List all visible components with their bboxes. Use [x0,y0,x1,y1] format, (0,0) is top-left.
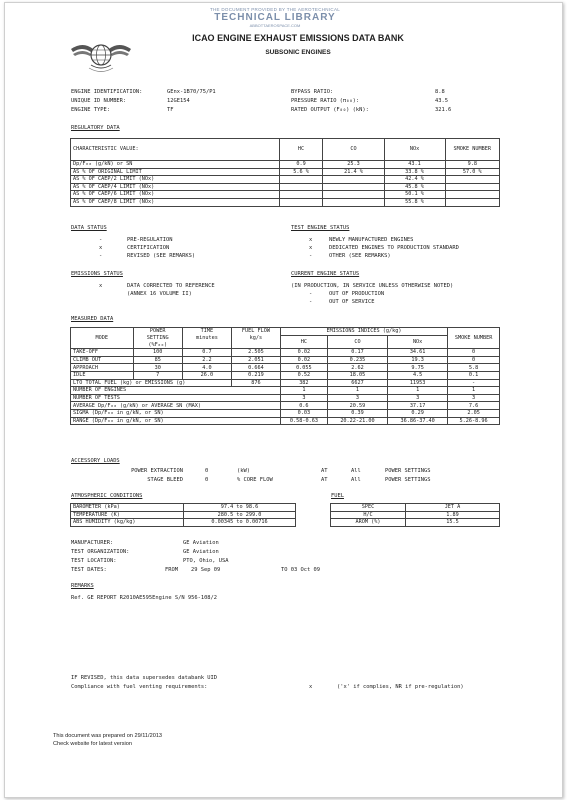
measured-data-table [70,327,500,425]
status-label: OUT OF PRODUCTION [329,291,385,297]
table-cell: 30 [133,364,182,372]
table-cell: 0.02 [280,349,327,357]
table-row [331,519,500,527]
table-cell: 3 [448,394,500,402]
table-cell: TAKE-OFF [71,349,134,357]
rated-output-label: RATED OUTPUT (F₀₀) (kN): [291,107,369,113]
table-cell: 0.055 [280,364,327,372]
table-cell: 2.2 [182,356,231,364]
table-cell: 2.05 [448,410,500,418]
table-cell: 42.4 % [384,176,445,184]
accessory-power-settings: POWER SETTINGS [385,477,431,483]
test-location-value: PTO, Ohio, USA [183,558,229,564]
table-cell: 25.3 [323,161,384,169]
table-cell: 33.8 % [384,168,445,176]
table-cell: 19.3 [388,356,448,364]
table-row [71,168,500,176]
table-cell: 876 [232,379,281,387]
table-header-cell [182,342,231,349]
table-cell: 0.52 [280,372,327,380]
table-cell [323,191,384,199]
status-label: OTHER (SEE REMARKS) [329,253,391,259]
accessory-unit: % CORE FLOW [237,477,273,483]
table-cell: 0.00345 to 0.00716 [184,519,296,527]
regulatory-data-table [70,138,500,207]
table-cell: 0.1 [448,372,500,380]
table-cell [323,198,384,206]
unique-id-label: UNIQUE ID NUMBER: [71,98,127,104]
table-header-cell: HC [279,139,323,161]
table-cell: 55.8 % [384,198,445,206]
table-cell [279,198,323,206]
table-cell: SPEC [331,504,406,512]
remarks-text: Ref. GE REPORT R2010AE595Engine S/N 956-108/2 [71,595,218,601]
table-cell: 3 [388,394,448,402]
table-row [71,183,500,191]
table-cell: 100 [133,349,182,357]
icao-emblem-icon [69,35,133,81]
fuel-venting-mark: x [309,684,313,690]
test-location-label: TEST LOCATION: [71,558,117,564]
table-cell: 5.26-8.96 [448,417,500,425]
table-header-cell: MODE [71,328,134,349]
table-header-cell: NOx [388,335,448,349]
table-cell [323,183,384,191]
status-label: OUT OF SERVICE [329,299,375,305]
table-cell: 36.86-37.40 [388,417,448,425]
table-header-row [71,328,500,336]
table-cell: TEMPERATURE (K) [71,511,184,519]
engine-identification-label: ENGINE IDENTIFICATION: [71,89,143,95]
table-row [71,372,500,380]
table-header-cell: (%F₀₀) [133,342,182,349]
table-cell: AS % OF ORIGINAL LIMIT [71,168,280,176]
accessory-label: STAGE BLEED [147,477,183,483]
table-cell: NUMBER OF ENGINES [71,387,281,395]
table-cell: 43.1 [384,161,445,169]
table-cell [445,191,499,199]
engine-type-label: ENGINE TYPE: [71,107,110,113]
table-row [71,349,500,357]
table-cell: 0.235 [327,356,387,364]
table-cell: APPROACH [71,364,134,372]
prepared-date-note: This document was prepared on 29/11/2013 [53,733,163,739]
table-header-row [71,335,500,342]
table-cell: 0.58-0.63 [280,417,327,425]
table-cell: 0.03 [280,410,327,418]
document-title: ICAO ENGINE EXHAUST EMISSIONS DATA BANK [192,33,404,43]
table-row [71,198,500,206]
table-header-cell: NOx [384,139,445,161]
manufacturer-value: GE Aviation [183,540,219,546]
table-cell [445,176,499,184]
table-row [71,410,500,418]
table-header-cell: minutes [182,335,231,342]
table-row [71,511,296,519]
table-header-cell: POWER [133,328,182,336]
table-cell: 382 [280,379,327,387]
test-dates-from-label: FROM [165,567,178,573]
table-cell: 1 [280,387,327,395]
table-cell: SIGMA (Dp/F₀₀ in g/kN, or SN) [71,410,281,418]
table-row [71,364,500,372]
table-cell: 1 [388,387,448,395]
bypass-ratio-label: BYPASS RATIO: [291,89,334,95]
emissions-status-heading: EMISSIONS STATUS [71,271,123,277]
fuel-heading: FUEL [331,493,344,499]
table-cell: LTO TOTAL FUEL (kg) or EMISSIONS (g) [71,379,232,387]
table-cell: 34.61 [388,349,448,357]
test-dates-label: TEST DATES: [71,567,107,573]
table-cell: 0.9 [279,161,323,169]
table-cell: BAROMETER (kPa) [71,504,184,512]
table-header-cell: HC [280,335,327,349]
table-row [71,356,500,364]
table-row [71,417,500,425]
table-cell: IDLE [71,372,134,380]
table-cell: 85 [133,356,182,364]
table-cell: 97.4 to 98.6 [184,504,296,512]
table-cell: 0.219 [232,372,281,380]
table-cell: 4.5 [388,372,448,380]
document-subtitle: SUBSONIC ENGINES [265,49,331,56]
table-cell: 11953 [388,379,448,387]
table-cell: 1 [327,387,387,395]
test-organization-label: TEST ORGANIZATION: [71,549,130,555]
status-mark: - [99,253,103,259]
table-row [331,511,500,519]
table-cell: - [448,379,500,387]
accessory-value: 0 [205,477,209,483]
table-cell: 37.17 [388,402,448,410]
table-header-cell: CHARACTERISTIC VALUE: [71,139,280,161]
table-cell: Dp/F₀₀ (g/kN) or SN [71,161,280,169]
table-cell [279,176,323,184]
table-row [71,161,500,169]
document-page [4,2,563,798]
table-cell [445,198,499,206]
table-cell: 20.59 [327,402,387,410]
table-cell: 20.22-21.00 [327,417,387,425]
table-cell: 7 [133,372,182,380]
table-row [71,402,500,410]
accessory-label: POWER EXTRACTION [131,468,183,474]
table-cell: 5.8 [448,364,500,372]
table-header-cell: FUEL FLOW [232,328,281,336]
table-cell: JET A [406,504,500,512]
table-cell: 0.29 [388,410,448,418]
table-header-cell: EMISSIONS INDICES (g/kg) [280,328,447,336]
data-status-heading: DATA STATUS [71,225,107,231]
accessory-value: 0 [205,468,209,474]
table-cell: 0.664 [232,364,281,372]
table-cell: 21.4 % [323,168,384,176]
latest-version-note: Check website for latest version [53,741,132,747]
bypass-ratio-value: 8.8 [435,89,445,95]
table-header-cell: SMOKE NUMBER [448,328,500,349]
accessory-unit: (kW) [237,468,250,474]
table-header-cell: CO [327,335,387,349]
status-mark: - [99,237,103,243]
table-cell: 26.0 [182,372,231,380]
watermark-line-1: THE DOCUMENT PROVIDED BY THE AEROTECHNICAL [209,7,341,12]
table-cell: RANGE (Dp/F₀₀ in g/kN, or SN) [71,417,281,425]
rated-output-value: 321.6 [435,107,452,113]
remarks-heading: REMARKS [71,583,94,589]
table-cell: 2.051 [232,356,281,364]
current-engine-status-line: (IN PRODUCTION, IN SERVICE UNLESS OTHERWISE NOTED) [291,283,454,289]
table-cell: 2.505 [232,349,281,357]
table-cell: AS % OF CAEP/4 LIMIT (NOx) [71,183,280,191]
table-cell: 2.62 [327,364,387,372]
status-mark: x [99,283,103,289]
table-cell: 15.5 [406,519,500,527]
test-dates-to-value: TO 03 Oct 09 [281,567,320,573]
table-cell: 1.89 [406,511,500,519]
table-cell: H/C [331,511,406,519]
emissions-status-line-2: (ANNEX 16 VOLUME II) [127,291,192,297]
revised-note: IF REVISED, this data supersedes databank UID [71,675,218,681]
status-label: CERTIFICATION [127,245,170,251]
table-cell: AS % OF CAEP/2 LIMIT (NOx) [71,176,280,184]
table-cell: 0 [448,349,500,357]
table-cell [279,183,323,191]
unique-id-value: 12GE154 [167,98,190,104]
test-engine-status-heading: TEST ENGINE STATUS [291,225,350,231]
table-cell: AS % OF CAEP/8 LIMIT (NOx) [71,198,280,206]
accessory-at: AT [321,477,328,483]
accessory-all: All [351,468,361,474]
table-cell: 4.0 [182,364,231,372]
atmospheric-conditions-heading: ATMOSPHERIC CONDITIONS [71,493,143,499]
status-mark: - [309,299,313,305]
table-cell: ABS HUMIDITY (kg/kg) [71,519,184,527]
table-row [71,519,296,527]
pressure-ratio-label: PRESSURE RATIO (π₀₀): [291,98,360,104]
table-cell [323,176,384,184]
status-mark: x [309,237,313,243]
table-header-cell: CO [323,139,384,161]
engine-type-value: TF [167,107,174,113]
table-cell [279,191,323,199]
table-cell: 18.05 [327,372,387,380]
table-cell: 7.6 [448,402,500,410]
test-dates-from-value: 29 Sep 09 [191,567,221,573]
table-cell: AS % OF CAEP/6 LIMIT (NOx) [71,191,280,199]
status-mark: - [309,291,313,297]
manufacturer-label: MANUFACTURER: [71,540,114,546]
status-mark: x [99,245,103,251]
table-header-cell: TIME [182,328,231,336]
table-cell: CLIMB OUT [71,356,134,364]
table-cell: 6627 [327,379,387,387]
table-cell: 5.6 % [279,168,323,176]
watermark-line-3: ABBOTTAEROSPACE.COM [249,23,301,28]
table-cell: AROM (%) [331,519,406,527]
table-row [71,191,500,199]
table-header-cell: SMOKE NUMBER [445,139,499,161]
table-row [71,504,296,512]
status-mark: - [309,253,313,259]
table-row [71,379,500,387]
table-row [71,387,500,395]
emissions-status-line-1: DATA CORRECTED TO REFERENCE [127,283,215,289]
table-cell: 0.7 [182,349,231,357]
accessory-loads-heading: ACCESSORY LOADS [71,458,120,464]
table-row [71,176,500,184]
table-cell: 0 [448,356,500,364]
table-header-cell [232,342,281,349]
table-cell: 45.8 % [384,183,445,191]
table-header-cell: kg/s [232,335,281,342]
test-organization-value: GE Aviation [183,549,219,555]
table-row [71,394,500,402]
table-cell: 1 [448,387,500,395]
measured-data-heading: MEASURED DATA [71,316,114,322]
table-row [331,504,500,512]
table-cell: 50.1 % [384,191,445,199]
fuel-venting-note: ('x' if complies, NR if pre-regulation) [337,684,464,690]
status-label: DEDICATED ENGINES TO PRODUCTION STANDARD [329,245,459,251]
table-header-cell: SETTING [133,335,182,342]
engine-identification-value: GEnx-1B70/75/P1 [167,89,216,95]
pressure-ratio-value: 43.5 [435,98,448,104]
table-cell: 9.8 [445,161,499,169]
regulatory-data-heading: REGULATORY DATA [71,125,120,131]
status-label: PRE-REGULATION [127,237,173,243]
table-cell [445,183,499,191]
table-cell: 0.02 [280,356,327,364]
fuel-venting-label: Compliance with fuel venting requirements: [71,684,208,690]
accessory-power-settings: POWER SETTINGS [385,468,431,474]
table-cell: 57.0 % [445,168,499,176]
accessory-all: All [351,477,361,483]
status-label: REVISED (SEE REMARKS) [127,253,196,259]
accessory-at: AT [321,468,328,474]
table-cell: 0.39 [327,410,387,418]
table-cell: 0.17 [327,349,387,357]
table-cell: NUMBER OF TESTS [71,394,281,402]
status-mark: x [309,245,313,251]
table-cell: 280.5 to 299.0 [184,511,296,519]
library-watermark [185,7,365,28]
current-engine-status-heading: CURRENT ENGINE STATUS [291,271,360,277]
table-cell: 3 [280,394,327,402]
table-cell: AVERAGE Dp/F₀₀ (g/kN) or AVERAGE SN (MAX) [71,402,281,410]
table-cell: 0.6 [280,402,327,410]
table-header-row [71,139,500,161]
atmospheric-conditions-table [70,503,296,527]
status-label: NEWLY MANUFACTURED ENGINES [329,237,414,243]
table-cell: 9.75 [388,364,448,372]
watermark-line-2: TECHNICAL LIBRARY [214,12,336,23]
fuel-table [330,503,500,527]
table-cell: 3 [327,394,387,402]
